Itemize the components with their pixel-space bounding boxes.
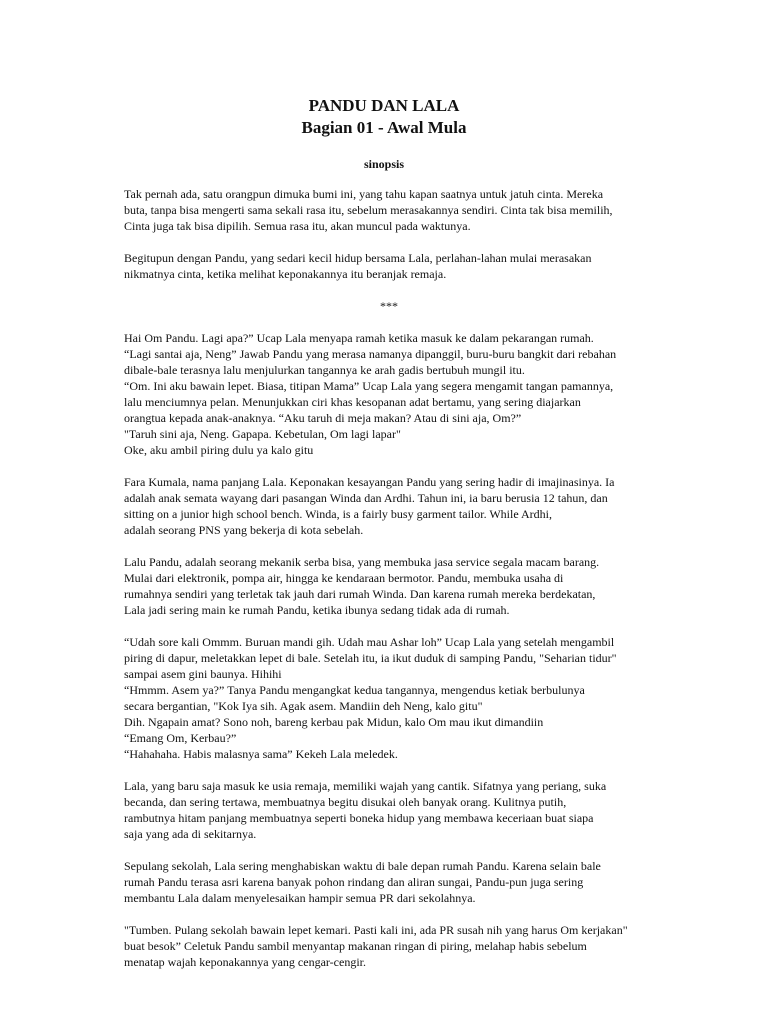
text-line: adalah anak semata wayang dari pasangan Winda dan Ardhi. Tahun ini, ia baru berusia 12 tahun, dan [124, 491, 608, 505]
text-line: “Om. Ini aku bawain lepet. Biasa, titipan Mama” Ucap Lala yang segera mengamit tangan pamannya, [124, 379, 614, 393]
title-block [0, 95, 768, 139]
text-line: nikmatnya cinta, ketika melihat keponakannya itu beranjak remaja. [124, 267, 447, 281]
text-line: Hai Om Pandu. Lagi apa?” Ucap Lala menyapa ramah ketika masuk ke dalam pekarangan rumah. [124, 331, 594, 345]
text-line: dibale-bale terasnya lalu menjulurkan tangannya ke arah gadis bertubuh mungil itu. [124, 363, 525, 377]
story-paragraph [124, 330, 654, 458]
text-line: becanda, dan sering tertawa, membuatnya begitu disukai oleh banyak orang. Kulitnya putih, [124, 795, 567, 809]
document-subtitle: Bagian 01 - Awal Mula [301, 118, 467, 137]
text-line: Lalu Pandu, adalah seorang mekanik serba bisa, yang membuka jasa service segala macam barang. [124, 555, 600, 569]
text-line: Oke, aku ambil piring dulu ya kalo gitu [124, 443, 314, 457]
text-line: “Lagi santai aja, Neng” Jawab Pandu yang merasa namanya dipanggil, buru-buru bangkit dari rebahan [124, 347, 617, 361]
text-line: piring di dapur, meletakkan lepet di bale. Setelah itu, ia ikut duduk di samping Pandu, "Seharian tidur" [124, 651, 617, 665]
text-line: rumahnya sendiri yang terletak tak jauh dari rumah Winda. Dan karena rumah mereka berdekatan, [124, 587, 596, 601]
story-paragraph [124, 554, 654, 618]
synopsis-paragraph [124, 250, 654, 282]
text-line: adalah seorang PNS yang bekerja di kota sebelah. [124, 523, 364, 537]
story-paragraph [124, 634, 654, 762]
text-line: saja yang ada di sekitarnya. [124, 827, 257, 841]
text-line: Dih. Ngapain amat? Sono noh, bareng kerbau pak Midun, kalo Om mau ikut dimandiin [124, 715, 544, 729]
text-line: Begitupun dengan Pandu, yang sedari kecil hidup bersama Lala, perlahan-lahan mulai merasakan [124, 251, 592, 265]
text-line: "Taruh sini aja, Neng. Gapapa. Kebetulan, Om lagi lapar" [124, 427, 401, 441]
document-title: PANDU DAN LALA [308, 96, 460, 115]
text-line: secara bergantian, "Kok Iya sih. Agak asem. Mandiin deh Neng, kalo gitu" [124, 699, 483, 713]
text-line: “Udah sore kali Ommm. Buruan mandi gih. Udah mau Ashar loh” Ucap Lala yang setelah mengambil [124, 635, 615, 649]
text-line: Sepulang sekolah, Lala sering menghabiskan waktu di bale depan rumah Pandu. Karena selain bale [124, 859, 601, 873]
text-line: lalu menciumnya pelan. Menunjukkan ciri khas kesopanan adat bertamu, yang sering diajarkan [124, 395, 581, 409]
story-paragraph [124, 778, 654, 842]
text-line: “Hahahaha. Habis malasnya sama” Kekeh Lala meledek. [124, 747, 398, 761]
text-line: rambutnya hitam panjang membuatnya seperti boneka hidup yang membawa keceriaan buat siapa [124, 811, 594, 825]
section-separator: *** [380, 299, 398, 313]
text-line: membantu Lala dalam menyelesaikan hampir semua PR dari sekolahnya. [124, 891, 476, 905]
text-line: orangtua kepada anak-anaknya. “Aku taruh di meja makan? Atau di sini aja, Om?” [124, 411, 522, 425]
text-line: buat besok” Celetuk Pandu sambil menyantap makanan ringan di piring, melahap habis sebelum [124, 939, 587, 953]
story-paragraph [124, 474, 654, 538]
text-line: buta, tanpa bisa mengerti sama sekali rasa itu, sebelum merasakannya sendiri. Cinta tak bisa memilih, [124, 203, 613, 217]
text-line: Fara Kumala, nama panjang Lala. Keponakan kesayangan Pandu yang sering hadir di imajinasinya. Ia [124, 475, 615, 489]
text-line: Lala, yang baru saja masuk ke usia remaja, memiliki wajah yang cantik. Sifatnya yang periang, suka [124, 779, 607, 793]
text-line: “Emang Om, Kerbau?” [124, 731, 237, 745]
text-line: Lala jadi sering main ke rumah Pandu, ketika ibunya sedang tidak ada di rumah. [124, 603, 510, 617]
text-line: “Hmmm. Asem ya?” Tanya Pandu mengangkat kedua tangannya, mengendus ketiak berbulunya [124, 683, 585, 697]
synopsis-paragraph [124, 186, 654, 234]
document-body [124, 186, 654, 986]
text-line: Tak pernah ada, satu orangpun dimuka bumi ini, yang tahu kapan saatnya untuk jatuh cinta. Mereka [124, 187, 604, 201]
text-line: rumah Pandu terasa asri karena banyak pohon rindang dan aliran sungai, Pandu-pun juga sering [124, 875, 584, 889]
text-line: sampai asem gini baunya. Hihihi [124, 667, 282, 681]
text-line: sitting on a junior high school bench. Winda, is a fairly busy garment tailor. While Ardhi, [124, 507, 553, 521]
story-paragraph [124, 858, 654, 906]
section-heading: sinopsis [363, 157, 405, 171]
text-line: Mulai dari elektronik, pompa air, hingga ke kendaraan bermotor. Pandu, membuka usaha di [124, 571, 564, 585]
story-paragraph [124, 922, 654, 970]
text-line: Cinta juga tak bisa dipilih. Semua rasa itu, akan muncul pada waktunya. [124, 219, 471, 233]
text-line: "Tumben. Pulang sekolah bawain lepet kemari. Pasti kali ini, ada PR susah nih yang harus Om kerjakan" [124, 923, 628, 937]
text-line: menatap wajah keponakannya yang cengar-cengir. [124, 955, 366, 969]
